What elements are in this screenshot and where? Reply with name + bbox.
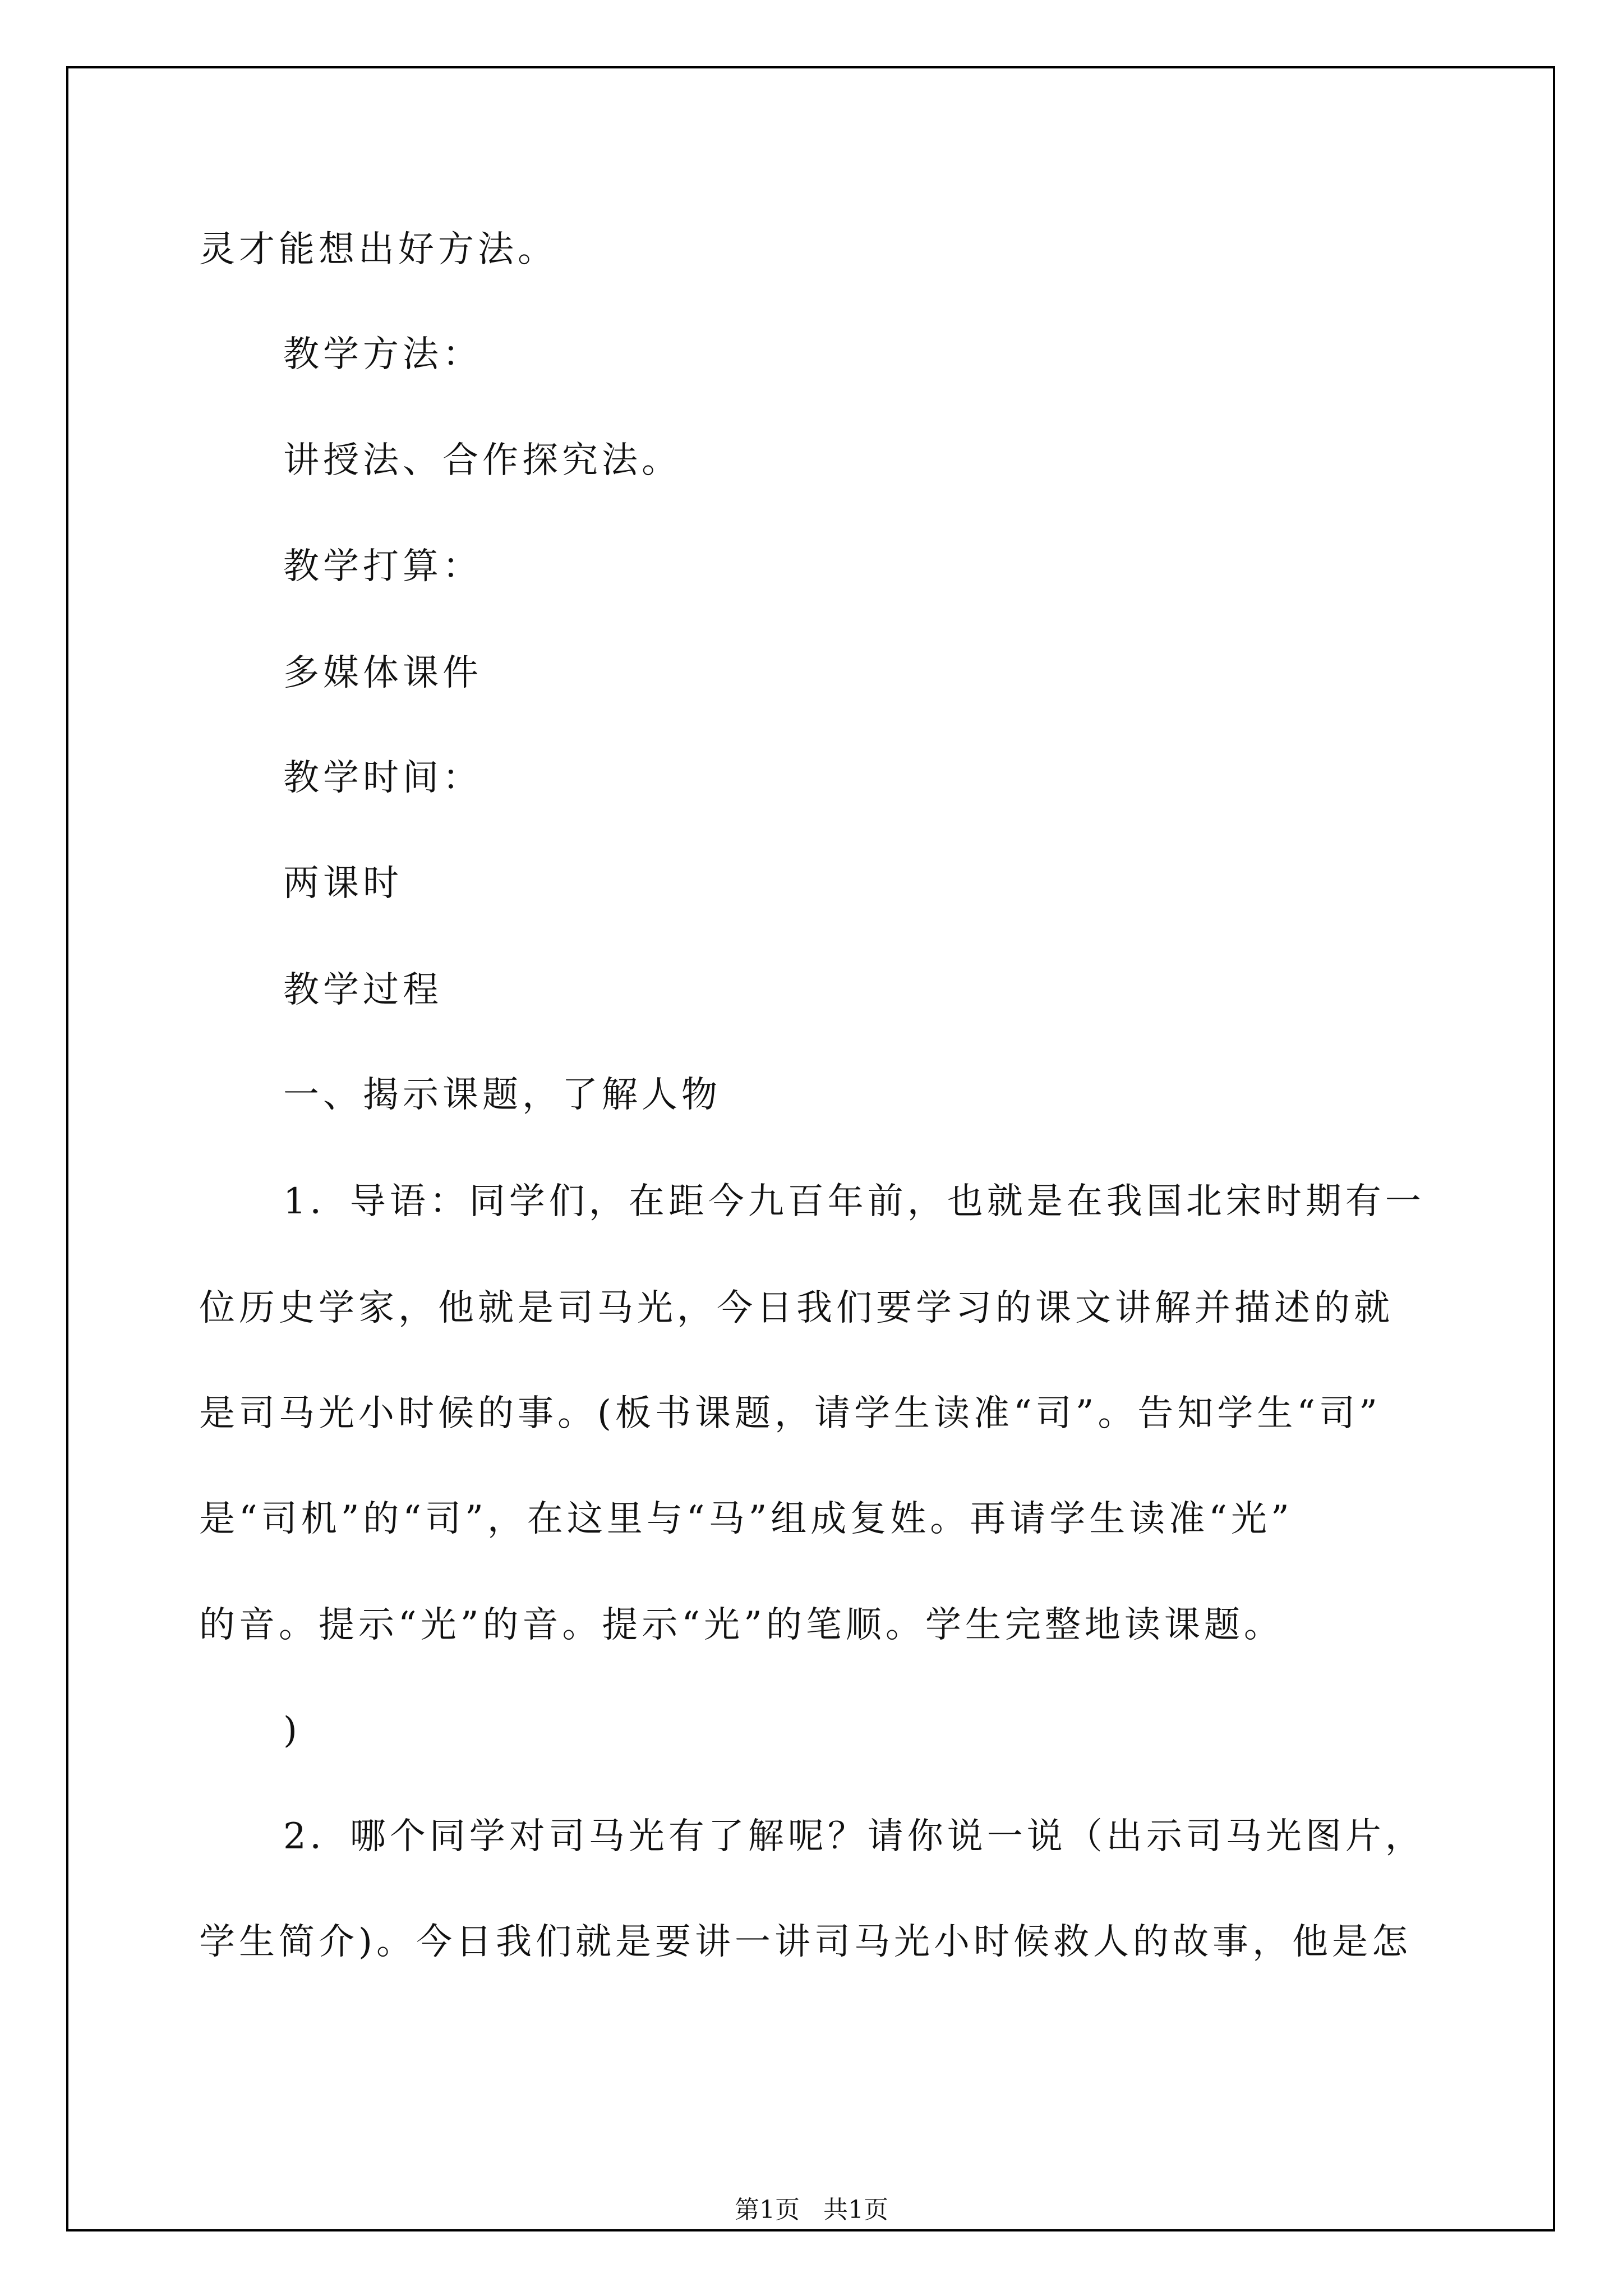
text-line-10: 1．导语：同学们，在距今九百年前，也就是在我国北宋时期有一 bbox=[283, 1181, 1425, 1222]
text-line-6: 教学时间： bbox=[283, 757, 482, 799]
text-line-11: 位历史学家，他就是司马光，今日我们要学习的课文讲解并描述的就 bbox=[199, 1287, 1394, 1329]
text-line-14: 的音。提示“光”的音。提示“光”的笔顺。学生完整地读课题。 bbox=[199, 1604, 1284, 1646]
text-line-15: ) bbox=[283, 1710, 301, 1751]
text-line-12: 是司马光小时候的事。(板书课题，请学生读准“司”。告知学生“司” bbox=[199, 1393, 1381, 1434]
text-line-16: 2．哪个同学对司马光有了解呢？请你说一说（出示司马光图片， bbox=[283, 1816, 1425, 1857]
text-line-7: 两课时 bbox=[283, 863, 403, 904]
text-line-9: 一、揭示课题，了解人物 bbox=[283, 1074, 721, 1116]
text-line-4: 教学打算： bbox=[283, 546, 482, 587]
text-line-17: 学生简介)。今日我们就是要讲一讲司马光小时候救人的故事，他是怎 bbox=[199, 1921, 1412, 1963]
page-border bbox=[66, 66, 1555, 2231]
text-line-3: 讲授法、合作探究法。 bbox=[283, 440, 681, 481]
page-number-footer: 第1页 共1页 bbox=[735, 2196, 888, 2224]
text-line-13: 是“司机”的“司”，在这里与“马”组成复姓。再请学生读准“光” bbox=[199, 1498, 1293, 1540]
text-line-2: 教学方法： bbox=[283, 334, 482, 375]
text-line-1: 灵才能想出好方法。 bbox=[199, 229, 557, 270]
text-line-8: 教学过程 bbox=[283, 969, 442, 1011]
text-line-5: 多媒体课件 bbox=[283, 652, 482, 694]
